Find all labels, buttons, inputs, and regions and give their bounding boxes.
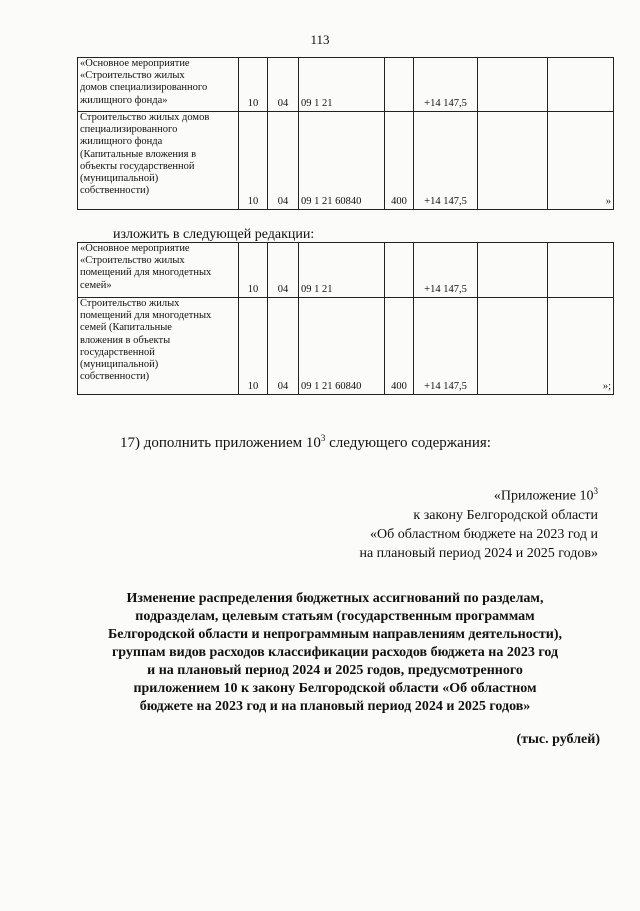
row-name: Строительство жилых домов специализированного жилищного фонда (Капитальные вложения в объекты государственной (муниципальной) собственности): [78, 112, 239, 210]
amount-cell: +14 147,5: [414, 58, 478, 112]
type-cell: 400: [385, 298, 414, 395]
target-cell: 09 1 21 60840: [299, 298, 385, 395]
appendix-law: к закону Белгородской области: [413, 507, 598, 523]
table-row: [78, 112, 614, 210]
amount-cell: +14 147,5: [414, 243, 478, 298]
amount-2024-cell: [478, 243, 548, 298]
amount-cell: +14 147,5: [414, 298, 478, 395]
subsection-cell: 04: [268, 298, 299, 395]
units-label: (тыс. рублей): [516, 732, 600, 747]
table-row: [78, 243, 614, 298]
target-cell: 09 1 21 60840: [299, 112, 385, 210]
amount-2025-cell: »: [548, 112, 614, 210]
row-name: «Основное мероприятие «Строительство жилых домов специализированного жилищного фонда»: [78, 58, 239, 112]
appendix-header: «Приложение $10^3$ к закону Белгородской области «Об областном бюджете на 2023 год и на плановый период 2024 и 2025 годов»: [298, 482, 598, 563]
table-row: [78, 58, 614, 112]
section-cell: 10: [239, 58, 268, 112]
type-cell: 400: [385, 112, 414, 210]
section-cell: 10: [239, 243, 268, 298]
appendix-law-title: «Об областном бюджете на 2023 год и: [370, 526, 598, 542]
section-cell: 10: [239, 112, 268, 210]
budget-table-new: [77, 242, 614, 395]
subsection-cell: 04: [268, 58, 299, 112]
row-name: «Основное мероприятие «Строительство жилых помещений для многодетных семей»: [78, 243, 239, 298]
instruction-replace: изложить в следующей редакции:: [113, 227, 315, 242]
type-cell: [385, 243, 414, 298]
target-cell: 09 1 21: [299, 243, 385, 298]
table-row: [78, 298, 614, 395]
amount-2025-cell: [548, 243, 614, 298]
target-cell: 09 1 21: [299, 58, 385, 112]
subsection-cell: 04: [268, 243, 299, 298]
subsection-cell: 04: [268, 112, 299, 210]
document-title: Изменение распределения бюджетных ассигнований по разделам, подразделам, целевым статьям (государственным программам Белгородской области и непрограммным направлениям деятельности), группам видов расходов классификации расходов бюджета на 2023 год и на плановый период 2024 и 2025 годов, предусмотренного приложением 10 к закону Белгородской области «Об областном бюджете на 2023 год и на плановый период 2024 и 2025 годов»: [107, 591, 563, 714]
row-name: Строительство жилых помещений для многодетных семей (Капитальные вложения в объекты государственной (муниципальной) собственности): [78, 298, 239, 395]
instruction-add: 17) дополнить приложением $10^3$ следующего содержания:: [120, 433, 491, 451]
amount-2024-cell: [478, 112, 548, 210]
budget-table-old: [77, 57, 614, 210]
type-cell: [385, 58, 414, 112]
amount-2024-cell: [478, 298, 548, 395]
amount-2024-cell: [478, 58, 548, 112]
appendix-law-period: на плановый период 2024 и 2025 годов»: [359, 545, 598, 561]
amount-cell: +14 147,5: [414, 112, 478, 210]
amount-2025-cell: »;: [548, 298, 614, 395]
amount-2025-cell: [548, 58, 614, 112]
appendix-label: «Приложение 10: [493, 488, 594, 504]
page-number: 113: [310, 32, 330, 47]
section-cell: 10: [239, 298, 268, 395]
